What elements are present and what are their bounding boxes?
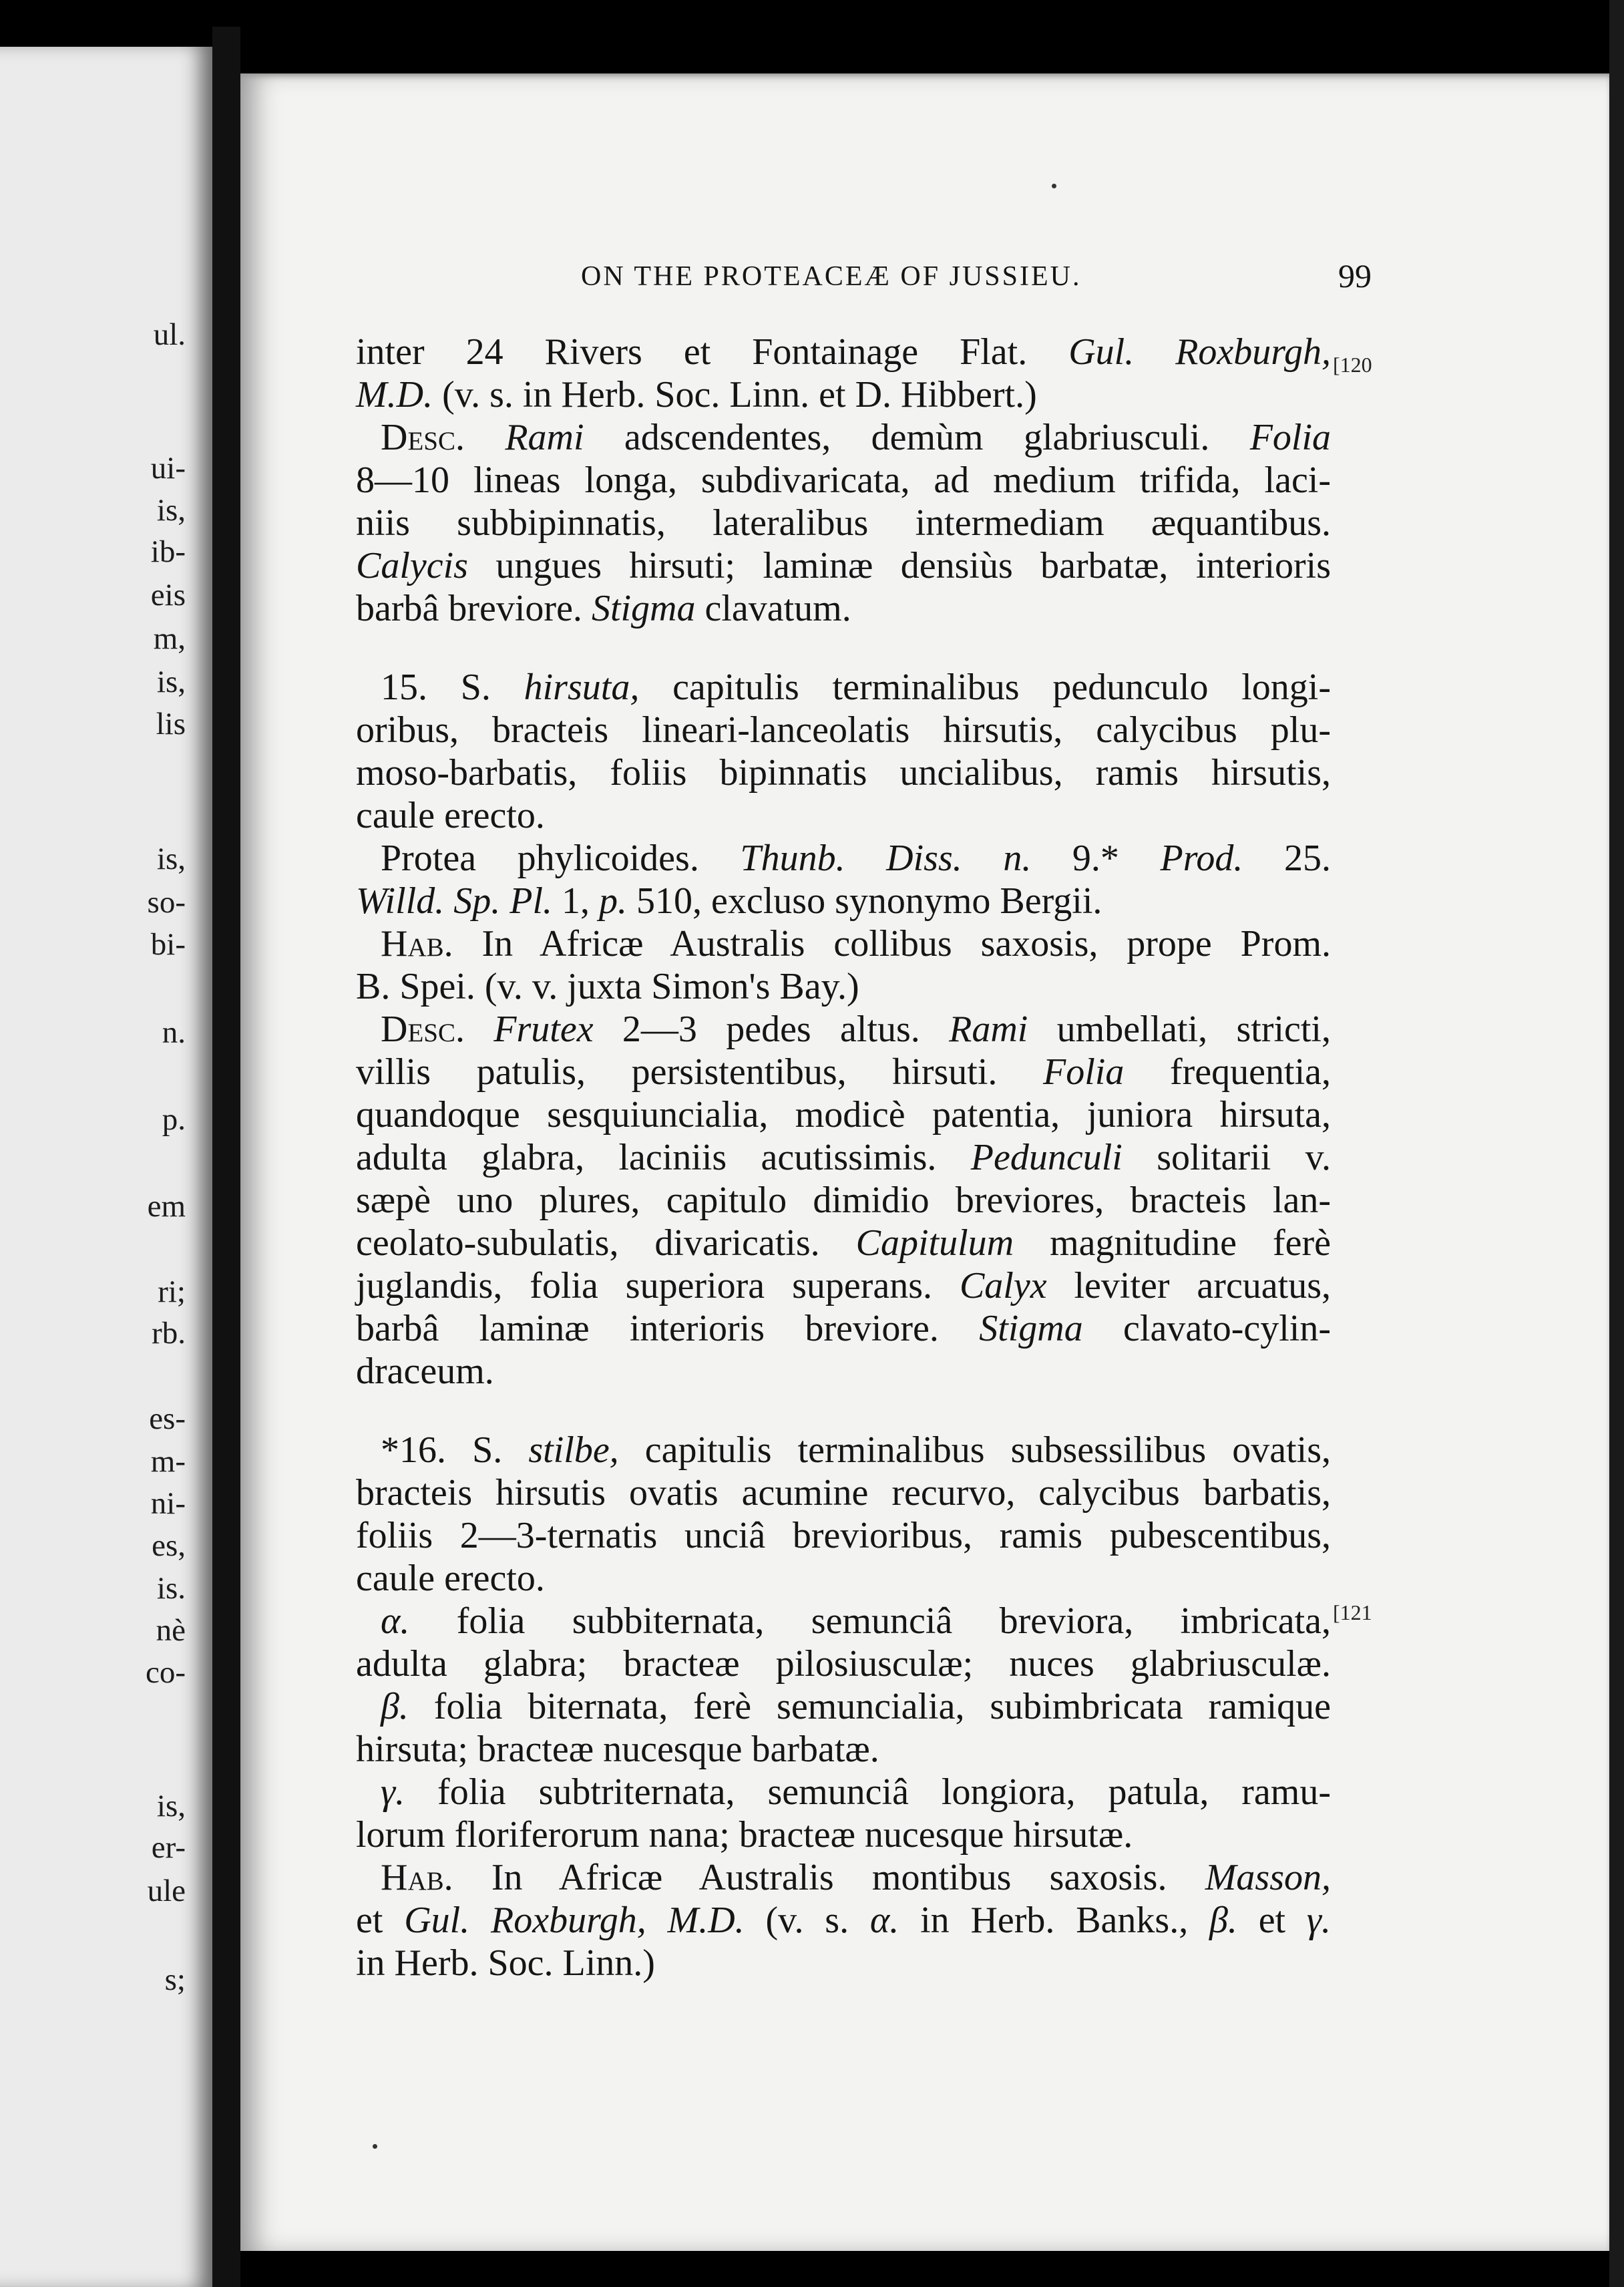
left-page-fragment: is, [156,665,186,699]
left-page-fragment: s; [164,1962,186,1997]
left-page-fragment: is, [156,493,186,528]
text-line: Calycis ungues hirsuti; laminæ densiùs barbatæ, interioris [356,545,1331,586]
text-line: Willd. Sp. Pl. 1, p. 510, excluso synonymo Bergii. [356,880,1102,922]
left-page-fragment: er- [151,1830,186,1865]
text-line: Desc. Frutex 2—3 pedes altus. Rami umbellati, stricti, [381,1009,1331,1050]
text-line: 15. S. hirsuta, capitulis terminalibus pedunculo longi- [381,667,1331,708]
left-page-fragment: em [147,1189,186,1224]
left-page-fragment: is. [156,1571,186,1606]
text-line: adulta glabra, laciniis acutissimis. Pedunculi solitarii v. [356,1137,1332,1178]
text-line: foliis 2—3-ternatis unciâ brevioribus, ramis pubescentibus, [356,1515,1331,1556]
running-head: ON THE PROTEACEÆ OF JUSSIEU. [581,261,1082,292]
left-page-edge [0,47,212,2287]
text-line: juglandis, folia superiora superans. Calyx leviter arcuatus, [356,1265,1332,1306]
left-page-fragment: es- [149,1401,186,1436]
left-page-fragment: ule [147,1874,186,1908]
text-line: Desc. Rami adscendentes, demùm glabriusculi. Folia [381,417,1332,458]
text-line: γ. folia subtriternata, semunciâ longiora, patula, ramu- [381,1771,1331,1813]
text-line: niis subbipinnatis, lateralibus intermediam æquantibus. [356,502,1331,544]
left-page-fragment: m- [150,1444,186,1479]
text-line: lorum floriferorum nana; bracteæ nucesque hirsutæ. [356,1814,1133,1856]
scan-edge [1609,0,1624,2287]
left-page-fragment: co- [145,1655,186,1690]
text-line: barbâ breviore. Stigma clavatum. [356,588,851,629]
text-line: in Herb. Soc. Linn.) [356,1942,655,1984]
text-line: caule erecto. [356,795,545,836]
speck [373,2144,377,2149]
text-line: B. Spei. (v. v. juxta Simon's Bay.) [356,966,859,1007]
left-page-fragment: ui- [150,451,186,486]
text-line: caule erecto. [356,1558,545,1599]
left-page-fragment: eis [150,578,186,612]
left-page-fragment: m, [153,621,186,656]
left-page-fragment: ri; [158,1274,186,1309]
text-line: oribus, bracteis lineari-lanceolatis hirsutis, calycibus plu- [356,709,1331,751]
text-line: *16. S. stilbe, capitulis terminalibus subsessilibus ovatis, [381,1429,1331,1471]
text-line: hirsuta; bracteæ nucesque barbatæ. [356,1729,879,1770]
text-line: Hab. In Africæ Australis montibus saxosis. Masson, [381,1857,1331,1898]
margin-page-ref: [120 [1333,353,1372,377]
text-line: sæpè uno plures, capitulo dimidio breviores, bracteis lan- [356,1180,1331,1221]
left-page-fragment: is, [156,1789,186,1823]
text-line: Hab. In Africæ Australis collibus saxosis, prope Prom. [381,923,1331,964]
text-line: β. folia biternata, ferè semuncialia, subimbricata ramique [381,1686,1331,1727]
text-line: barbâ laminæ interioris breviore. Stigma clavato-cylin- [356,1308,1331,1349]
text-line: Protea phylicoides. Thunb. Diss. n. 9.* Prod. 25. [381,838,1332,879]
left-page-fragment: ni- [150,1486,186,1521]
left-page-fragment: rb. [152,1316,186,1351]
text-line: α. folia subbiternata, semunciâ breviora, imbricata, [381,1600,1331,1642]
left-page-fragment: bi- [150,927,186,962]
left-page-fragment: n. [162,1015,186,1050]
left-page-fragment: p. [162,1102,186,1137]
text-line: et Gul. Roxburgh, M.D. (v. s. α. in Herb. Banks., β. et γ. [356,1900,1331,1941]
text-line: bracteis hirsutis ovatis acumine recurvo, calycibus barbatis, [356,1472,1331,1514]
speck [1052,184,1056,188]
text-line: inter 24 Rivers et Fontainage Flat. Gul. Roxburgh, [356,331,1332,373]
left-page-fragment: es, [152,1528,186,1563]
left-page-fragment: nè [156,1613,186,1648]
text-line: draceum. [356,1351,494,1392]
text-line: adulta glabra; bracteæ pilosiusculæ; nuces glabriusculæ. [356,1643,1331,1685]
text-line: ceolato-subulatis, divaricatis. Capitulum magnitudine ferè [356,1222,1331,1264]
margin-page-ref: [121 [1333,1600,1372,1624]
text-line: 8—10 lineas longa, subdivaricata, ad medium trifida, laci- [356,460,1331,501]
left-page-fragment: so- [147,885,186,920]
left-page-fragment: ul. [153,317,186,352]
text-line: quandoque sesquiuncialia, modicè patentia, juniora hirsuta, [356,1094,1331,1135]
text-line: moso-barbatis, foliis bipinnatis uncialibus, ramis hirsutis, [356,752,1331,794]
left-page-fragment: is, [156,842,186,876]
left-page-fragment: lis [156,707,186,741]
book-spine [212,27,240,2287]
left-page-fragment: ib- [150,534,186,569]
text-line: M.D. (v. s. in Herb. Soc. Linn. et D. Hibbert.) [356,374,1037,415]
text-line: villis patulis, persistentibus, hirsuti. Folia frequentia, [356,1051,1331,1093]
page-number: 99 [1338,257,1372,295]
